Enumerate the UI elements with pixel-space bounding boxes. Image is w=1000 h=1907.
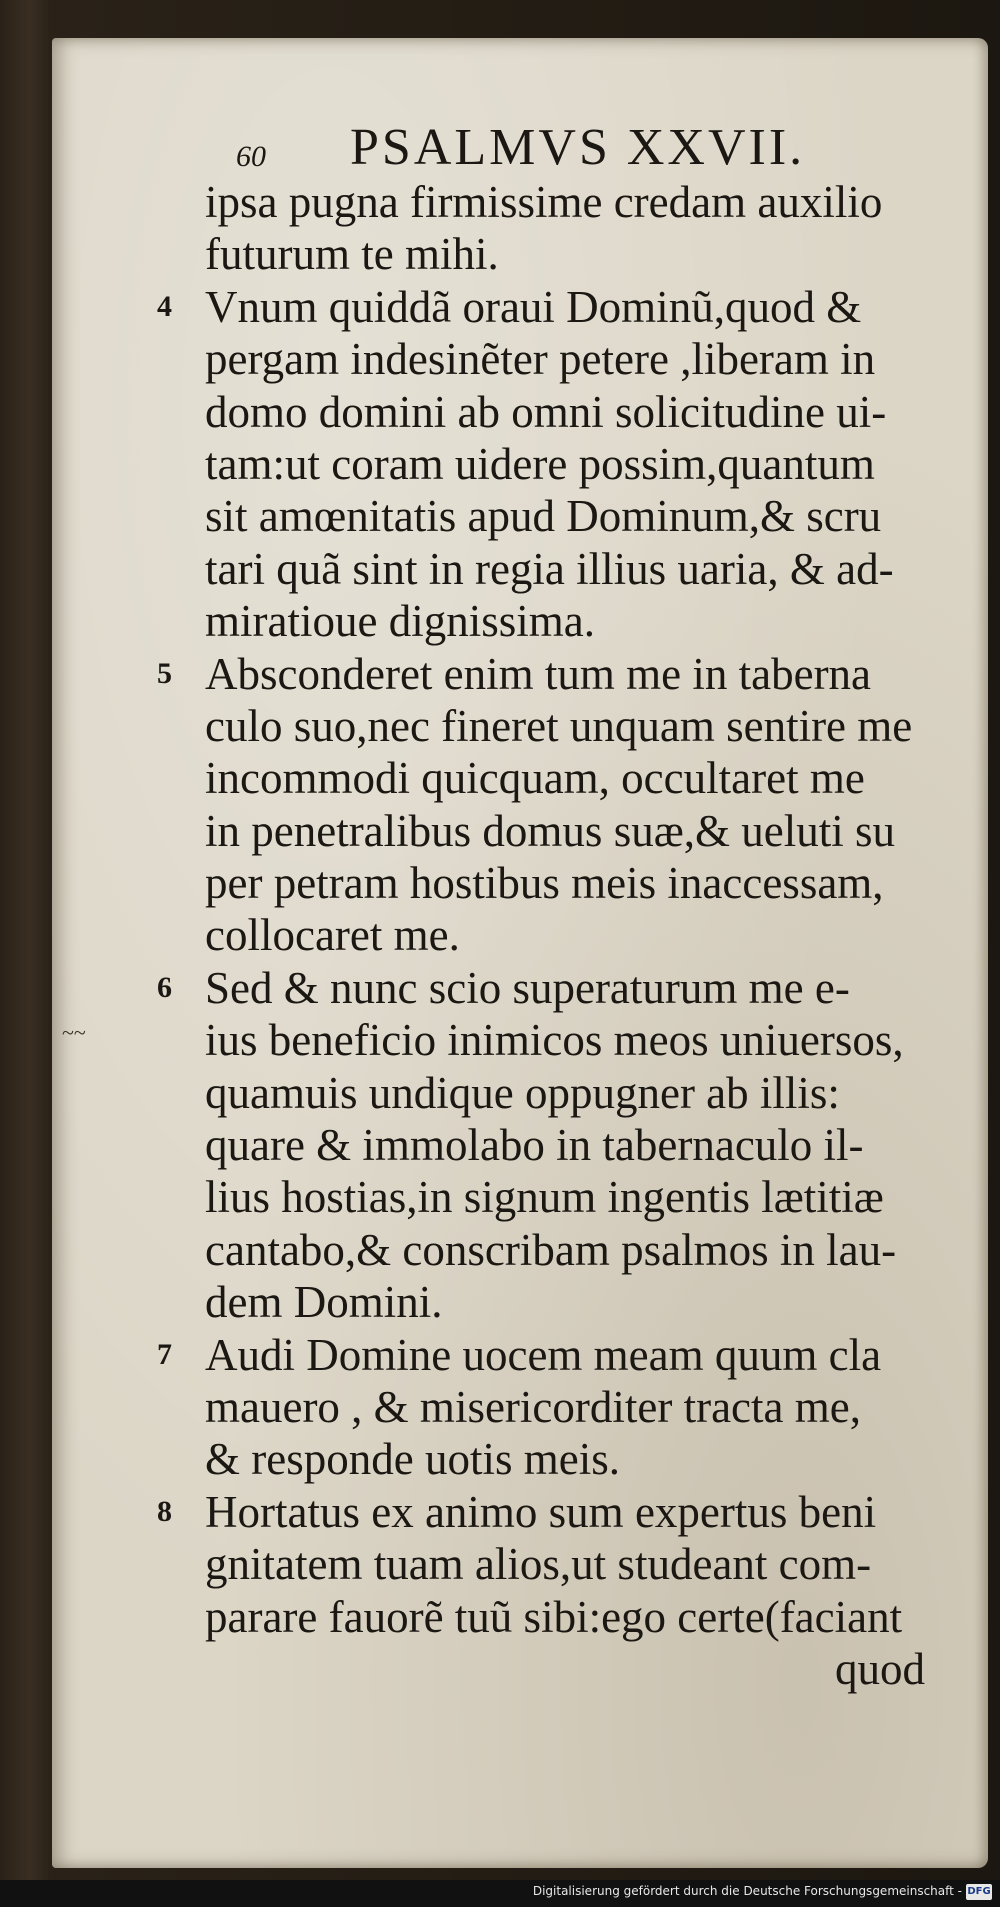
verse-number: 4 — [157, 289, 172, 323]
text-line: Absconderet enim tum me in taberna — [205, 648, 872, 699]
footer-credit: Digitalisierung gefördert durch die Deutsche Forschungsgemeinschaft - — [532, 1884, 962, 1898]
text-line: Vnum quiddã oraui Dominũ,quod & — [205, 281, 862, 332]
catchword: quod — [835, 1643, 925, 1694]
dfg-logo-icon: DFG — [966, 1884, 992, 1900]
text-line: culo suo,nec fineret unquam sentire me — [205, 700, 913, 751]
running-title: PSALMVS XXVII. — [350, 119, 806, 176]
page-number: 60 — [236, 140, 266, 173]
text-line: miratioue dignissima. — [205, 596, 595, 647]
text-line: Audi Domine uocem meam quum cla — [205, 1329, 882, 1380]
text-line: cantabo,& conscribam psalmos in lau- — [205, 1224, 897, 1275]
text-line: & responde uotis meis. — [205, 1434, 620, 1485]
verse-8 — [157, 1486, 925, 1643]
page-header — [232, 118, 852, 178]
text-line: tam:ut coram uidere possim,quantum — [205, 438, 875, 489]
verse-number: 5 — [157, 656, 172, 690]
text-line: sit amœnitatis apud Dominum,& scru — [205, 491, 882, 542]
marginal-mark: ~~ — [62, 1020, 86, 1045]
text-line: collocaret me. — [205, 910, 460, 961]
verse-number: 7 — [157, 1337, 172, 1371]
text-line: ius beneficio inimicos meos uniuersos, — [205, 1015, 904, 1066]
footer-bar — [0, 1880, 1000, 1907]
text-line: quare & immolabo in tabernaculo il- — [205, 1120, 864, 1171]
text-line: quamuis undique oppugner ab illis: — [205, 1067, 840, 1118]
text-line: dem Domini. — [205, 1277, 443, 1328]
text-line: pergam indesinẽter petere ,liberam in — [205, 334, 876, 385]
text-line: incommodi quicquam, occultaret me — [205, 753, 865, 804]
text-line: Hortatus ex animo sum expertus beni — [205, 1486, 877, 1537]
verse-number: 8 — [157, 1494, 172, 1528]
text-line: parare fauorẽ tuũ sibi:ego certe(faciant — [205, 1591, 903, 1642]
verse-7 — [157, 1329, 925, 1486]
text-line: domo domini ab omni solicitudine ui- — [205, 386, 887, 437]
text-line: mauero , & misericorditer tracta me, — [205, 1381, 861, 1432]
text-line: in penetralibus domus suæ,& ueluti su — [205, 805, 895, 856]
text-line: Sed & nunc scio superaturum me e- — [205, 962, 850, 1013]
text-line: futurum te mihi. — [205, 229, 499, 280]
verse-5 — [157, 648, 925, 962]
verse-number: 6 — [157, 970, 172, 1004]
body-text — [157, 176, 925, 1695]
text-line: tari quã sint in regia illius uaria, & ad- — [205, 543, 894, 594]
text-line: per petram hostibus meis inaccessam, — [205, 858, 884, 909]
text-line: gnitatem tuam alios,ut studeant com- — [205, 1539, 872, 1590]
text-line: lius hostias,in signum ingentis lætitiæ — [205, 1172, 884, 1223]
text-line: ipsa pugna firmissime credam auxilio — [205, 177, 883, 227]
verse-4 — [157, 281, 925, 648]
verse-6 — [157, 962, 925, 1329]
